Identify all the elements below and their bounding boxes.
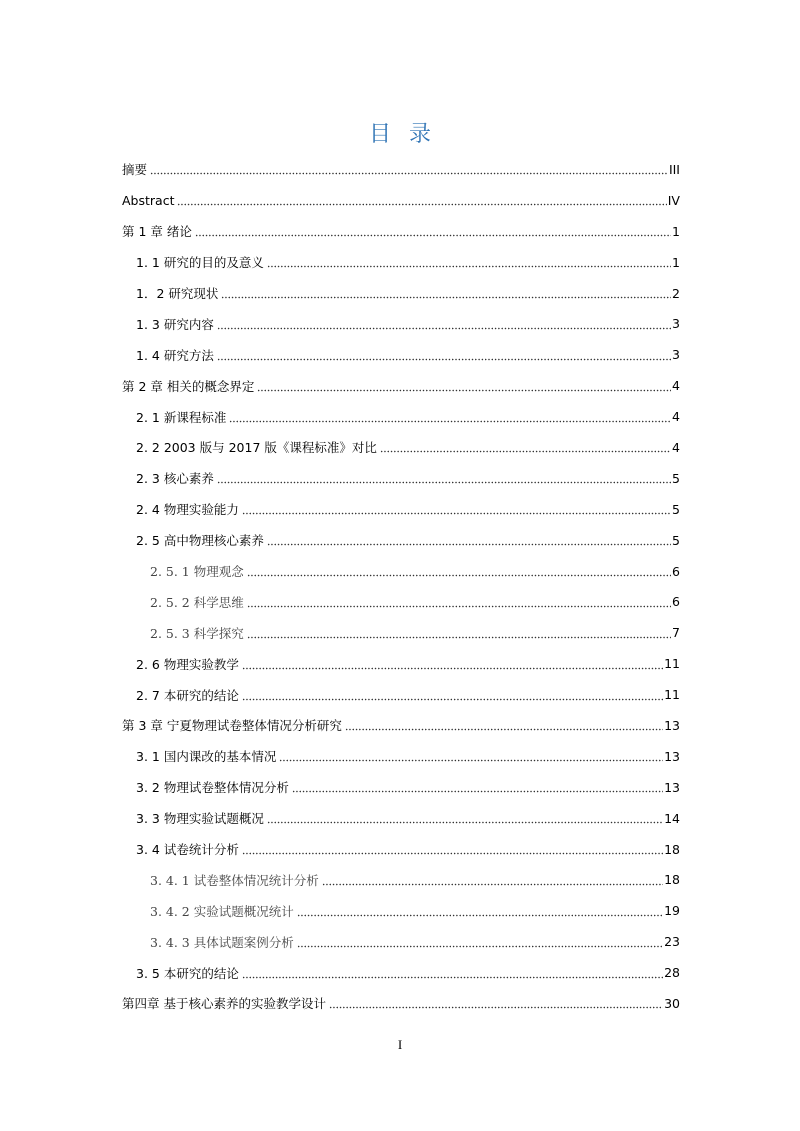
toc-entry-page-number: 13 <box>664 779 680 795</box>
toc-entry-label: 2. 5 高中物理核心素养 <box>122 531 266 549</box>
footer-page-number: I <box>397 1037 403 1052</box>
toc-entry-label: 3. 4. 1 试卷整体情况统计分析 <box>122 871 321 889</box>
toc-entry[interactable] <box>122 401 680 432</box>
toc-entry-label: 2. 2 2003 版与 2017 版《课程标准》对比 <box>122 438 379 456</box>
toc-dot-leader <box>150 162 668 176</box>
toc-entry-label: 3. 2 物理试卷整体情况分析 <box>122 778 291 796</box>
toc-dot-leader <box>322 873 663 887</box>
toc-entry-label: 第 3 章 宁夏物理试卷整体情况分析研究 <box>122 718 342 734</box>
toc-entry-page-number: 4 <box>672 439 680 455</box>
toc-entry-page-number: 13 <box>664 748 680 764</box>
toc-entry[interactable] <box>122 617 680 648</box>
toc-entry-label: 3. 3 物理实验试题概况 <box>122 809 266 827</box>
toc-entry-page-number: 4 <box>672 378 680 394</box>
toc-dot-leader <box>177 193 666 207</box>
toc-entry[interactable] <box>122 957 680 988</box>
toc-dot-leader <box>217 317 671 331</box>
toc-entry[interactable] <box>122 525 680 556</box>
toc-entry-label: 摘要 <box>122 162 148 178</box>
toc-entry-page-number: 13 <box>664 717 680 733</box>
toc-entry[interactable] <box>122 710 680 741</box>
toc-entry-label: 2. 5. 3 科学探究 <box>122 624 246 642</box>
toc-entry-page-number: 23 <box>664 934 680 950</box>
toc-dot-leader <box>267 811 663 825</box>
toc-entry[interactable] <box>122 556 680 587</box>
toc-entry-page-number: 19 <box>664 903 680 919</box>
toc-entry[interactable] <box>122 772 680 803</box>
toc-dot-leader <box>257 379 671 393</box>
toc-dot-leader <box>247 595 671 609</box>
toc-entry[interactable] <box>122 432 680 463</box>
toc-dot-leader <box>242 842 663 856</box>
toc-entry-page-number: 11 <box>664 656 680 672</box>
toc-entry-page-number: 1 <box>672 223 680 239</box>
toc-dot-leader <box>292 780 663 794</box>
toc-entry-label: 3. 5 本研究的结论 <box>122 964 241 982</box>
toc-dot-leader <box>279 749 663 763</box>
toc-dot-leader <box>345 718 663 732</box>
toc-entry[interactable] <box>122 679 680 710</box>
toc-entry-page-number: 6 <box>672 594 680 610</box>
toc-entry-page-number: 3 <box>672 316 680 332</box>
toc-entry-label: 2. 7 本研究的结论 <box>122 686 241 704</box>
toc-list <box>122 154 680 1019</box>
toc-entry[interactable] <box>122 308 680 339</box>
toc-entry-label: 2. 6 物理实验教学 <box>122 655 241 673</box>
toc-entry-page-number: 1 <box>672 254 680 270</box>
toc-entry[interactable] <box>122 741 680 772</box>
toc-entry-label: 第 2 章 相关的概念界定 <box>122 378 255 394</box>
toc-entry-page-number: 2 <box>672 285 680 301</box>
toc-entry-label: 2. 5. 2 科学思维 <box>122 593 246 611</box>
toc-entry-label: 3. 4. 3 具体试题案例分析 <box>122 933 296 951</box>
toc-entry[interactable] <box>122 494 680 525</box>
toc-entry[interactable] <box>122 864 680 895</box>
toc-entry[interactable] <box>122 648 680 679</box>
toc-entry-label: 2. 5. 1 物理观念 <box>122 562 246 580</box>
toc-dot-leader <box>329 996 663 1010</box>
toc-dot-leader <box>242 657 663 671</box>
toc-title-char-1: 目 <box>368 122 391 147</box>
toc-entry-page-number: 5 <box>672 501 680 517</box>
toc-entry[interactable] <box>122 339 680 370</box>
toc-dot-leader <box>380 440 671 454</box>
toc-entry-label: 3. 1 国内课改的基本情况 <box>122 747 278 765</box>
toc-entry-page-number: 3 <box>672 347 680 363</box>
toc-entry[interactable] <box>122 154 680 185</box>
toc-entry-page-number: 5 <box>672 532 680 548</box>
toc-entry-label: 第四章 基于核心素养的实验教学设计 <box>122 996 326 1012</box>
toc-entry-page-number: 30 <box>664 995 680 1011</box>
toc-entry-page-number: 18 <box>664 841 680 857</box>
toc-entry-page-number: 7 <box>672 625 680 641</box>
toc-entry-label: 3. 4. 2 实验试题概况统计 <box>122 902 296 920</box>
toc-dot-leader <box>297 904 663 918</box>
toc-dot-leader <box>247 564 671 578</box>
toc-dot-leader <box>229 410 671 424</box>
toc-entry[interactable] <box>122 926 680 957</box>
toc-entry[interactable] <box>122 216 680 247</box>
toc-entry-label: 第 1 章 绪论 <box>122 224 192 240</box>
toc-dot-leader <box>217 471 671 485</box>
toc-dot-leader <box>247 626 671 640</box>
toc-entry-page-number: 5 <box>672 470 680 486</box>
toc-entry[interactable] <box>122 463 680 494</box>
toc-entry-page-number: 4 <box>672 409 680 425</box>
toc-entry[interactable] <box>122 247 680 278</box>
toc-dot-leader <box>297 935 663 949</box>
toc-entry[interactable] <box>122 895 680 926</box>
toc-entry-page-number: 18 <box>664 872 680 888</box>
toc-dot-leader <box>217 348 671 362</box>
toc-entry-label: 3. 4 试卷统计分析 <box>122 840 241 858</box>
toc-entry-page-number: III <box>668 161 680 177</box>
toc-entry-page-number: 6 <box>672 563 680 579</box>
toc-entry-label: 1．2 研究现状 <box>122 284 220 302</box>
toc-entry-page-number: 28 <box>664 965 680 981</box>
toc-dot-leader <box>221 286 671 300</box>
toc-dot-leader <box>242 966 663 980</box>
toc-entry-page-number: IV <box>667 192 680 208</box>
toc-dot-leader <box>267 255 671 269</box>
toc-entry[interactable] <box>122 586 680 617</box>
toc-entry-page-number: 11 <box>664 687 680 703</box>
toc-entry-label: 1. 1 研究的目的及意义 <box>122 253 266 271</box>
toc-entry[interactable] <box>122 278 680 309</box>
toc-entry-label: 2. 1 新课程标准 <box>122 408 228 426</box>
toc-dot-leader <box>195 224 671 238</box>
toc-title-char-2: 录 <box>409 122 432 147</box>
toc-dot-leader <box>242 502 671 516</box>
toc-entry[interactable] <box>122 834 680 865</box>
toc-dot-leader <box>267 533 671 547</box>
toc-entry-label: 1. 4 研究方法 <box>122 346 216 364</box>
toc-title <box>0 117 800 148</box>
toc-entry[interactable] <box>122 185 680 216</box>
toc-entry-label: 1. 3 研究内容 <box>122 315 216 333</box>
toc-entry-label: 2. 4 物理实验能力 <box>122 500 241 518</box>
toc-entry[interactable] <box>122 803 680 834</box>
toc-entry-page-number: 14 <box>664 810 680 826</box>
toc-entry[interactable] <box>122 370 680 401</box>
toc-entry-label: 2. 3 核心素养 <box>122 469 216 487</box>
toc-entry[interactable] <box>122 988 680 1019</box>
toc-entry-label: Abstract <box>122 192 175 208</box>
toc-dot-leader <box>242 688 663 702</box>
